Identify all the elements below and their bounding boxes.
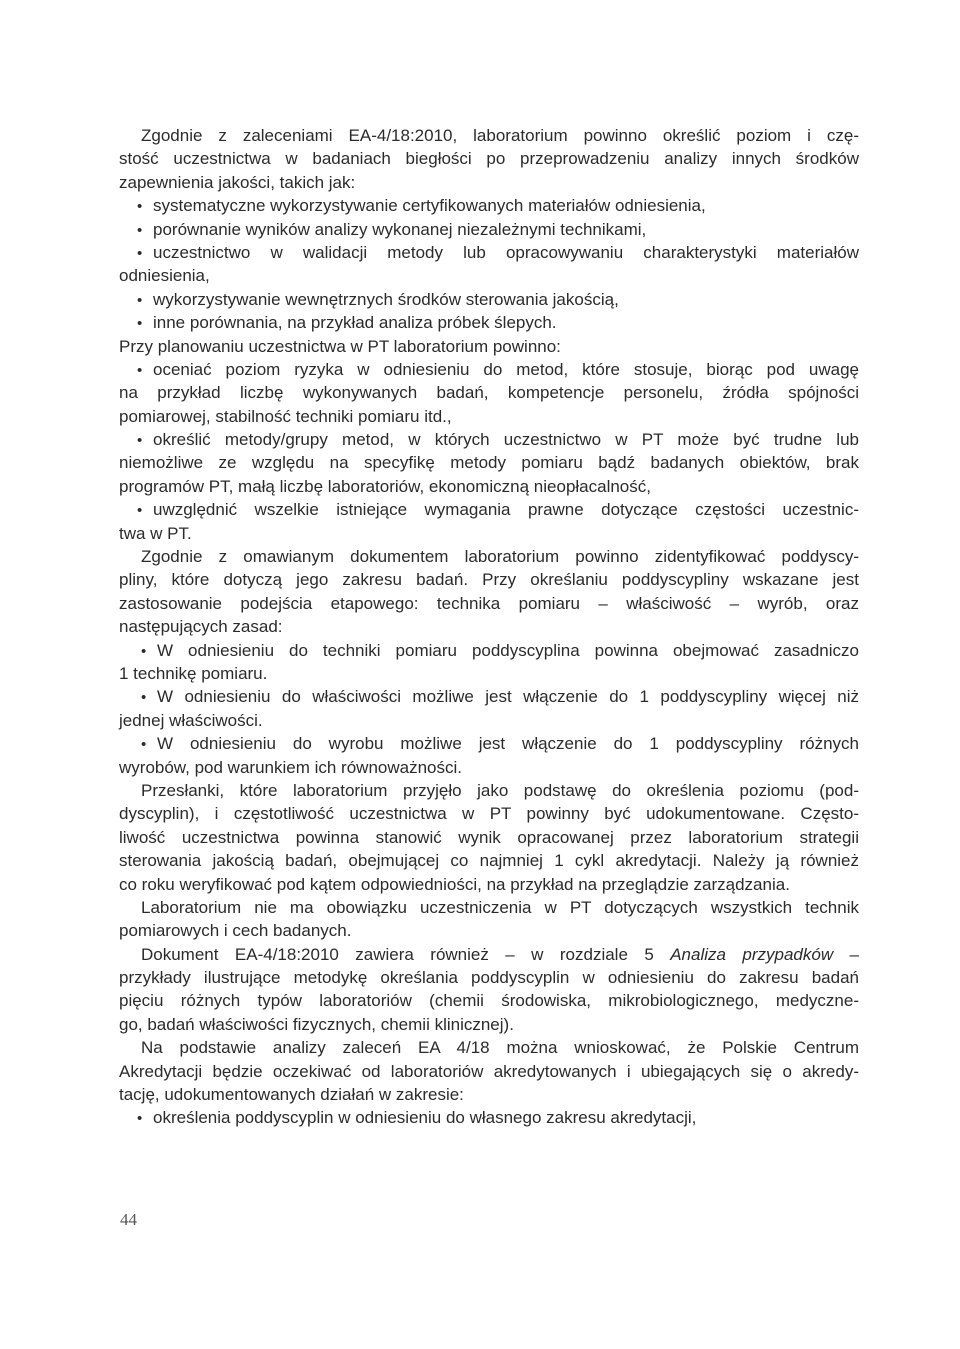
text-line: na przykład liczbę wykonywanych badań, kompetencje personelu, źródła spójności	[119, 383, 859, 403]
bullet-item: • systematyczne wykorzystywanie certyfikowanych materiałów odniesienia,	[119, 194, 859, 217]
bullet-item: • W odniesieniu do techniki pomiaru poddyscyplina powinna obejmować zasadniczo	[119, 639, 859, 662]
text-line: Na podstawie analizy zaleceń EA 4/18 można wnioskować, że Polskie Centrum	[141, 1038, 859, 1058]
text-line: Akredytacji będzie oczekiwać od laboratoriów akredytowanych i ubiegających się o akredy-	[119, 1061, 859, 1081]
text-line: wyrobów, pod warunkiem ich równoważności.	[119, 757, 462, 777]
text-line: Przy planowaniu uczestnictwa w PT laboratorium powinno:	[119, 336, 561, 356]
text-line: Przesłanki, które laboratorium przyjęło jako podstawę do określenia poziomu (pod-	[141, 780, 859, 800]
bullet-item: • określenia poddyscyplin w odniesieniu do własnego zakresu akredytacji,	[119, 1106, 859, 1129]
text-line: pliny, które dotyczą jego zakresu badań. Przy określaniu poddyscypliny wskazane jest	[119, 570, 859, 590]
text-line-with-italic: Dokument EA-4/18:2010 zawiera również – w rozdziale 5 Analiza przypadków –	[141, 944, 859, 964]
document-body	[119, 124, 859, 1130]
text-line: zastosowanie podejścia etapowego: technika pomiaru – właściwość – wyrób, oraz	[119, 593, 859, 613]
bullet-item: • określić metody/grupy metod, w których uczestnictwo w PT może być trudne lub	[119, 428, 859, 451]
text-line: pomiarowej, stabilność techniki pomiaru itd.,	[119, 406, 452, 426]
text-line: 1 technikę pomiaru.	[119, 663, 268, 683]
bullet-item: • uczestnictwo w walidacji metody lub opracowywaniu charakterystyki materiałów	[119, 241, 859, 264]
text-line: pięciu różnych typów laboratoriów (chemii środowiska, mikrobiologicznego, medyczne-	[119, 991, 859, 1011]
italic-chapter-title: Analiza przypadków	[670, 944, 834, 964]
text-line: dyscyplin), i częstotliwość uczestnictwa w PT powinny być udokumentowane. Często-	[119, 804, 859, 824]
text-line: twa w PT.	[119, 523, 192, 543]
bullet-item: • porównanie wyników analizy wykonanej niezależnymi technikami,	[119, 218, 859, 241]
text-line: stość uczestnictwa w badaniach biegłości po przeprowadzeniu analizy innych środków	[119, 149, 859, 169]
text-line: zapewnienia jakości, takich jak:	[119, 172, 356, 192]
text-line: programów PT, małą liczbę laboratoriów, ekonomiczną nieopłacalność,	[119, 476, 651, 496]
bullet-item: • W odniesieniu do wyrobu możliwe jest włączenie do 1 poddyscypliny różnych	[119, 732, 859, 755]
text-line: niemożliwe ze względu na specyfikę metody pomiaru bądź badanych obiektów, brak	[119, 453, 859, 473]
text-line: Zgodnie z omawianym dokumentem laboratorium powinno zidentyfikować poddyscy-	[141, 547, 859, 567]
text-line: go, badań właściwości fizycznych, chemii klinicznej).	[119, 1014, 514, 1034]
page-number: 44	[120, 1210, 137, 1229]
text-line: odniesienia,	[119, 266, 210, 286]
text-line: jednej właściwości.	[119, 710, 263, 730]
bullet-item: • oceniać poziom ryzyka w odniesieniu do metod, które stosuje, biorąc pod uwagę	[119, 358, 859, 381]
text-line: liwość uczestnictwa powinna stanowić wynik opracowanej przez laboratorium strategii	[119, 827, 859, 847]
bullet-item: • inne porównania, na przykład analiza próbek ślepych.	[119, 311, 859, 334]
text-line: Laboratorium nie ma obowiązku uczestniczenia w PT dotyczących wszystkich technik	[141, 897, 859, 917]
text-line: tację, udokumentowanych działań w zakresie:	[119, 1085, 464, 1105]
text-line: co roku weryfikować pod kątem odpowiedniości, na przykład na przeglądzie zarządzania.	[119, 874, 790, 894]
text-line: przykłady ilustrujące metodykę określania poddyscyplin w odniesieniu do zakresu badań	[119, 968, 859, 988]
bullet-item: • wykorzystywanie wewnętrznych środków sterowania jakością,	[119, 288, 859, 311]
bullet-item: • uwzględnić wszelkie istniejące wymagania prawne dotyczące częstości uczestnic-	[119, 498, 859, 521]
bullet-item: • W odniesieniu do właściwości możliwe jest włączenie do 1 poddyscypliny więcej niż	[119, 685, 859, 708]
text-line: Zgodnie z zaleceniami EA-4/18:2010, laboratorium powinno określić poziom i czę-	[141, 126, 859, 145]
text-line: pomiarowych i cech badanych.	[119, 921, 352, 941]
text-line: sterowania jakością badań, obejmującej co najmniej 1 cykl akredytacji. Należy ją również	[119, 851, 859, 871]
text-line: następujących zasad:	[119, 617, 283, 637]
